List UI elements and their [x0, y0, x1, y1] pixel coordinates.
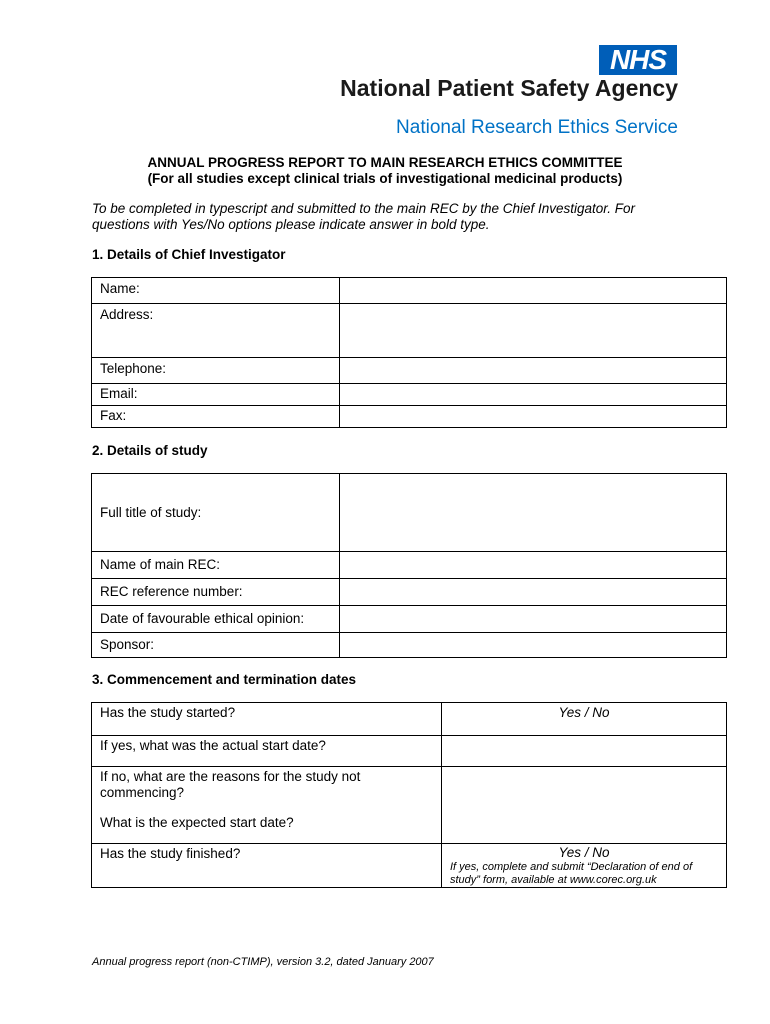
- table-row: [92, 767, 727, 844]
- nhs-logo: NHS: [599, 45, 677, 75]
- fax-field[interactable]: [340, 406, 727, 428]
- actual-start-date-field[interactable]: [442, 736, 727, 767]
- table-row: [92, 606, 727, 633]
- table-row: [92, 633, 727, 658]
- end-of-study-note: If yes, complete and submit “Declaration of end of study” form, available at www.corec.org.uk: [450, 861, 693, 886]
- study-finished-label: Has the study finished?: [92, 844, 442, 888]
- not-commencing-label: If no, what are the reasons for the study not commencing?: [100, 769, 361, 800]
- instructions: To be completed in typescript and submitted to the main REC by the Chief Investigator. For questions with Yes/No options please indicate answer in bold type.: [92, 201, 636, 232]
- telephone-label: Telephone:: [92, 358, 340, 384]
- table-row: [92, 579, 727, 606]
- agency-name: National Patient Safety Agency: [340, 75, 678, 101]
- table-row: [92, 736, 727, 767]
- ethical-opinion-date-field[interactable]: [340, 606, 727, 633]
- full-title-field[interactable]: [340, 474, 727, 552]
- chief-investigator-table: [91, 277, 727, 428]
- study-finished-cell: [442, 844, 727, 888]
- section3-heading: 3. Commencement and termination dates: [92, 672, 357, 687]
- study-started-yes-no[interactable]: Yes / No: [442, 703, 727, 736]
- email-label: Email:: [92, 384, 340, 406]
- table-row: [92, 358, 727, 384]
- table-row: [92, 552, 727, 579]
- name-field[interactable]: [340, 278, 727, 304]
- footer-version: Annual progress report (non-CTIMP), version 3.2, dated January 2007: [92, 956, 434, 968]
- service-name: National Research Ethics Service: [396, 117, 678, 138]
- table-row: [92, 304, 727, 358]
- rec-reference-label: REC reference number:: [92, 579, 340, 606]
- fax-label: Fax:: [92, 406, 340, 428]
- table-row: [92, 474, 727, 552]
- address-field[interactable]: [340, 304, 727, 358]
- section1-heading: 1. Details of Chief Investigator: [92, 247, 286, 262]
- section2-heading: 2. Details of study: [92, 443, 208, 458]
- study-details-table: [91, 473, 727, 658]
- not-commencing-field[interactable]: [442, 767, 727, 844]
- actual-start-date-label: If yes, what was the actual start date?: [92, 736, 442, 767]
- email-field[interactable]: [340, 384, 727, 406]
- rec-reference-field[interactable]: [340, 579, 727, 606]
- address-label: Address:: [92, 304, 340, 358]
- table-row: [92, 278, 727, 304]
- study-started-label: Has the study started?: [92, 703, 442, 736]
- dates-table: [91, 702, 727, 888]
- table-row: [92, 844, 727, 888]
- main-rec-label: Name of main REC:: [92, 552, 340, 579]
- table-row: [92, 406, 727, 428]
- expected-start-date-label: What is the expected start date?: [100, 815, 294, 830]
- study-finished-yes-no[interactable]: Yes / No: [558, 845, 610, 860]
- table-row: [92, 703, 727, 736]
- full-title-label: Full title of study:: [92, 474, 340, 552]
- table-row: [92, 384, 727, 406]
- ethical-opinion-date-label: Date of favourable ethical opinion:: [92, 606, 340, 633]
- sponsor-field[interactable]: [340, 633, 727, 658]
- sponsor-label: Sponsor:: [92, 633, 340, 658]
- form-title: ANNUAL PROGRESS REPORT TO MAIN RESEARCH ETHICS COMMITTEE: [147, 155, 623, 170]
- form-subtitle: (For all studies except clinical trials of investigational medicinal products): [147, 171, 623, 186]
- not-commencing-cell: [92, 767, 442, 844]
- telephone-field[interactable]: [340, 358, 727, 384]
- name-label: Name:: [92, 278, 340, 304]
- main-rec-field[interactable]: [340, 552, 727, 579]
